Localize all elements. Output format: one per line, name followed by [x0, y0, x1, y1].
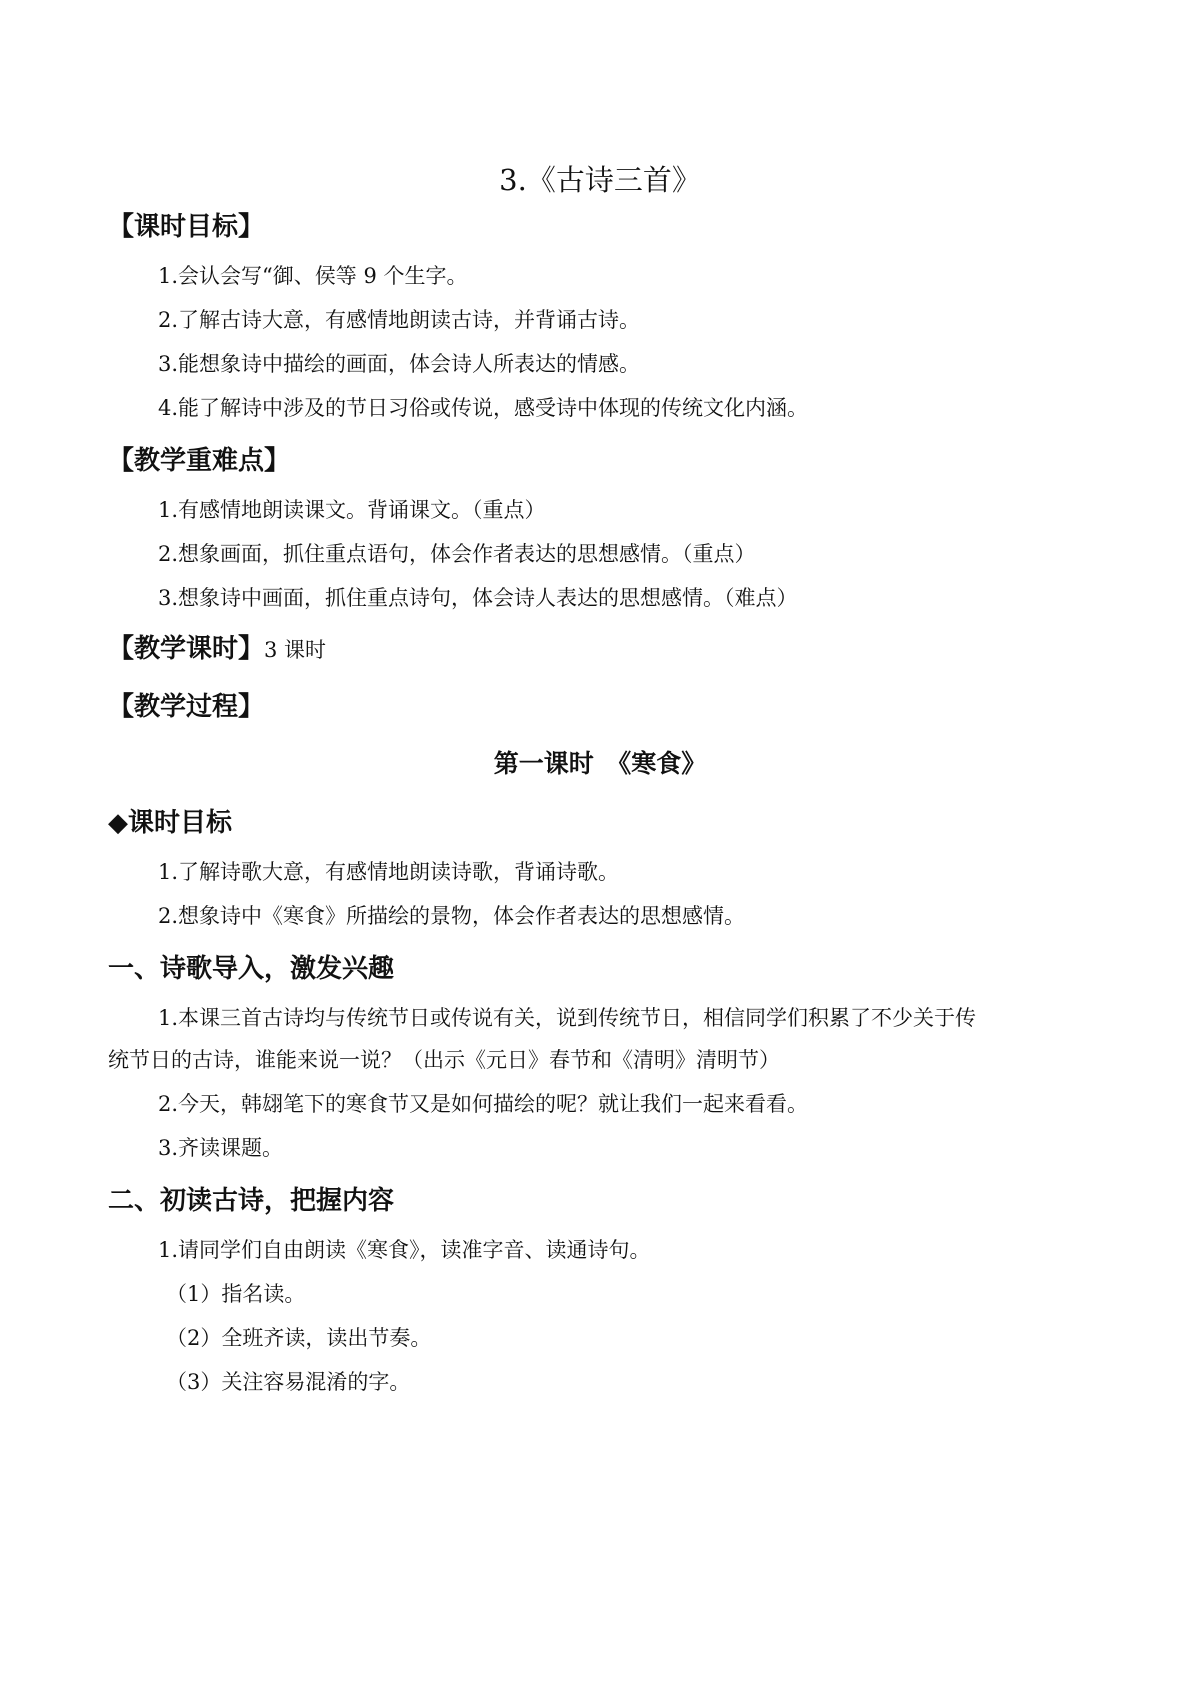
section1-para3: 3.齐读课题。 — [158, 1136, 284, 1160]
key-point-item-2: 2.想象画面，抓住重点语句，体会作者表达的思想感情。（重点） — [158, 542, 756, 566]
section1-heading: 一、诗歌导入，激发兴趣 — [108, 954, 395, 984]
section1-para1-line2: 统节日的古诗，谁能来说一说？（出示《元日》春节和《清明》清明节） — [108, 1048, 780, 1072]
hours-heading: 【教学课时】 — [108, 634, 265, 664]
objective-item-4: 4.能了解诗中涉及的节日习俗或传说，感受诗中体现的传统文化内涵。 — [158, 396, 809, 420]
hours-value: 3 课时 — [264, 638, 327, 662]
lesson1-objectives-heading: ◆课时目标 — [108, 808, 232, 838]
objective-item-1: 1.会认会写“御、侯等 9 个生字。 — [158, 264, 468, 288]
lesson1-objective-2: 2.想象诗中《寒食》所描绘的景物，体会作者表达的思想感情。 — [158, 904, 746, 928]
key-point-item-1: 1.有感情地朗读课文。背诵课文。（重点） — [158, 498, 546, 522]
objective-item-3: 3.能想象诗中描绘的画面，体会诗人所表达的情感。 — [158, 352, 641, 376]
key-points-heading: 【教学重难点】 — [108, 446, 291, 476]
section2-sub-item-1: （1）指名读。 — [166, 1282, 306, 1306]
lesson1-title: 第一课时 《寒食》 — [493, 749, 707, 778]
hours-line — [108, 628, 326, 665]
section1-para2: 2.今天，韩翃笔下的寒食节又是如何描绘的呢？就让我们一起来看看。 — [158, 1092, 809, 1116]
objective-item-2: 2.了解古诗大意，有感情地朗读古诗，并背诵古诗。 — [158, 308, 641, 332]
page-title: 3.《古诗三首》 — [499, 163, 701, 197]
section2-sub-item-2: （2）全班齐读，读出节奏。 — [166, 1326, 432, 1350]
objectives-heading: 【课时目标】 — [108, 212, 265, 242]
section2-sub-item-3: （3）关注容易混淆的字。 — [166, 1370, 411, 1394]
process-heading: 【教学过程】 — [108, 692, 265, 722]
section1-para1-line1: 1.本课三首古诗均与传统节日或传说有关，说到传统节日，相信同学们积累了不少关于传 — [158, 1006, 977, 1030]
lesson1-objective-1: 1.了解诗歌大意，有感情地朗读诗歌，背诵诗歌。 — [158, 860, 620, 884]
key-point-item-3: 3.想象诗中画面，抓住重点诗句，体会诗人表达的思想感情。（难点） — [158, 586, 798, 610]
section2-para1: 1.请同学们自由朗读《寒食》，读准字音、读通诗句。 — [158, 1238, 651, 1262]
section2-heading: 二、初读古诗，把握内容 — [108, 1186, 395, 1216]
